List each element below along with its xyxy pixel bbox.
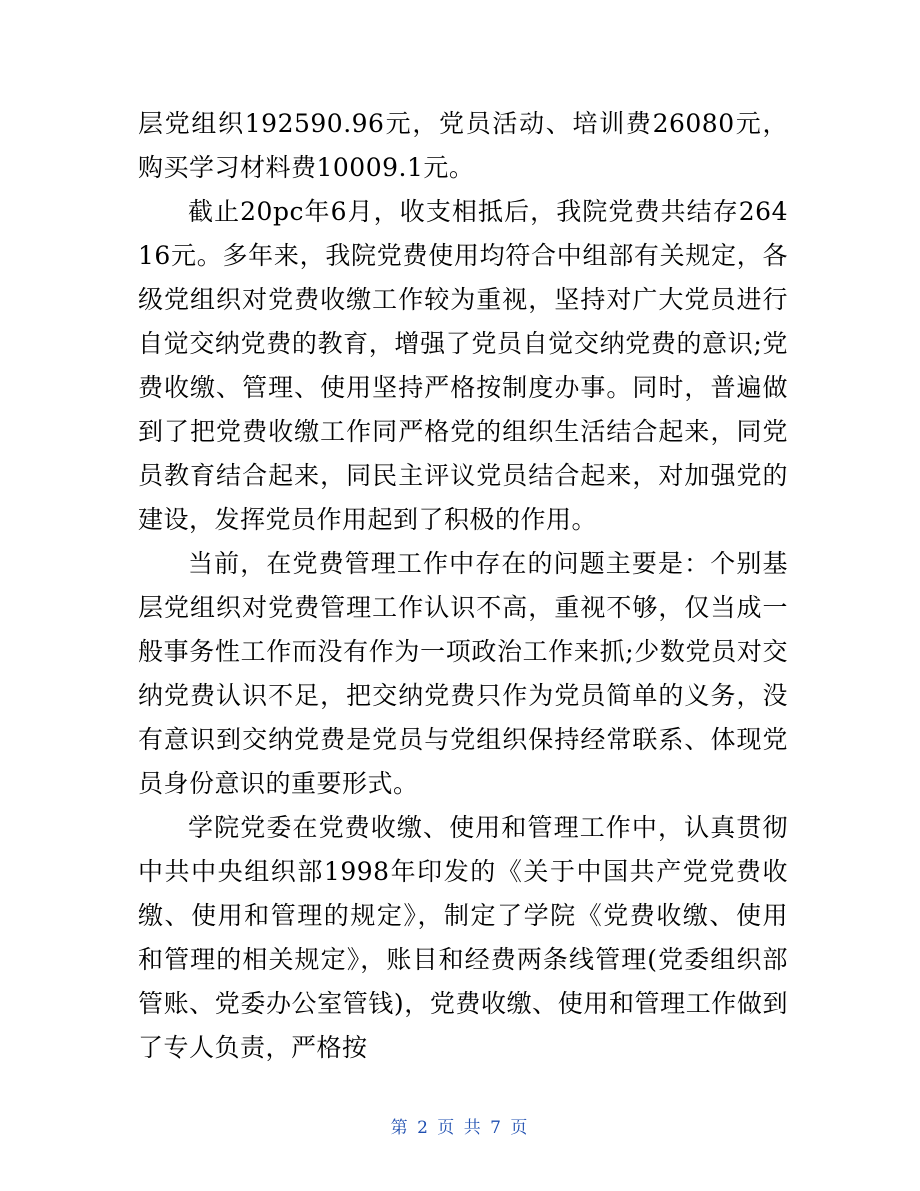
paragraph-2: 截止20pc年6月，收支相抵后，我院党费共结存26416元。多年来，我院党费使用均符合中组部有关规定，各级党组织对党费收缴工作较为重视，坚持对广大党员进行自觉交纳党费的教育，增强了党员自觉交纳党费的意识;党费收缴、管理、使用坚持严格按制度办事。同时，普遍做到了把党费收缴工作同严格党的组织生活结合起来，同党员教育结合起来，同民主评议党员结合起来，对加强党的建设，发挥党员作用起到了积极的作用。 [138, 197, 788, 534]
page-number-footer: 第 2 页 共 7 页 [390, 1118, 530, 1138]
document-body [138, 102, 788, 1070]
paragraph-4: 学院党委在党费收缴、使用和管理工作中，认真贯彻中共中央组织部1998年印发的《关于中国共产党党费收缴、使用和管理的规定》，制定了学院《党费收缴、使用和管理的相关规定》，账目和经费两条线管理(党委组织部管账、党委办公室管钱)，党费收缴、使用和管理工作做到了专人负责，严格按 [138, 813, 788, 1062]
paragraph-1-continued: 层党组织192590.96元，党员活动、培训费26080元，购买学习材料费10009.1元。 [138, 109, 788, 182]
paragraph-3: 当前，在党费管理工作中存在的问题主要是：个别基层党组织对党费管理工作认识不高，重视不够，仅当成一般事务性工作而没有作为一项政治工作来抓;少数党员对交纳党费认识不足，把交纳党费只作为党员简单的义务，没有意识到交纳党费是党员与党组织保持经常联系、体现党员身份意识的重要形式。 [138, 549, 788, 798]
